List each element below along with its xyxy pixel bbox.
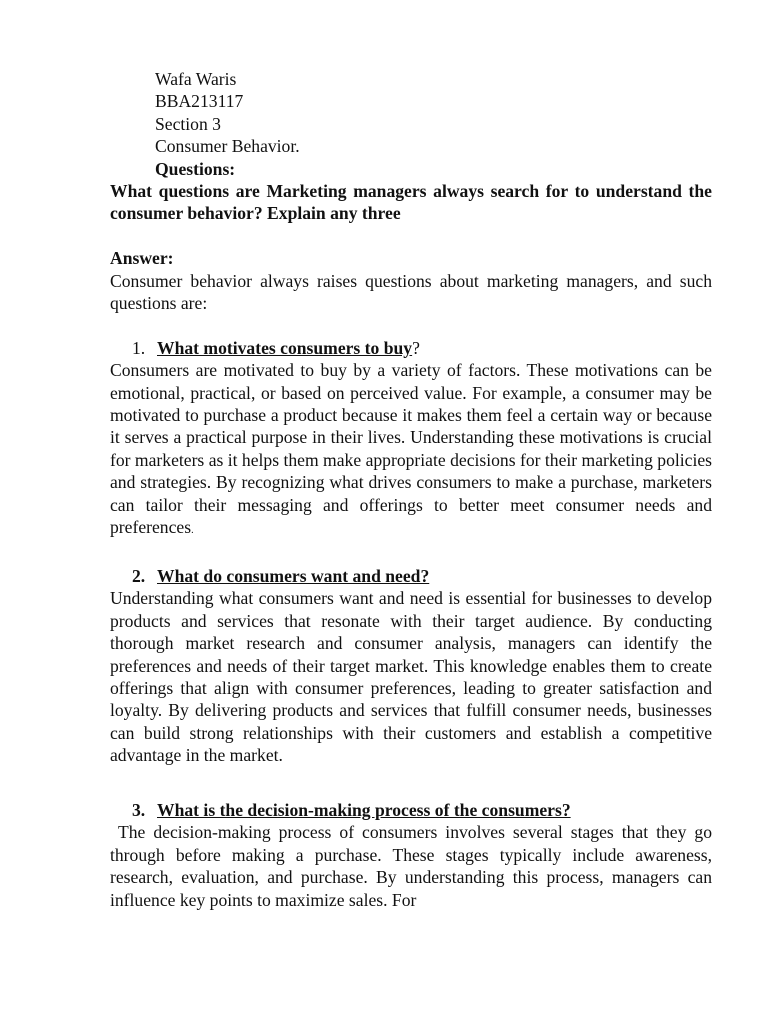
spacer — [110, 314, 712, 336]
question-1-body-end: . — [191, 525, 194, 537]
question-1-suffix: ? — [412, 337, 420, 358]
spacer — [110, 767, 712, 789]
answer-intro: Consumer behavior always raises questions about marketing managers, and such questions are: — [110, 270, 712, 314]
question-2-heading — [110, 565, 712, 587]
answer-label: Answer: — [110, 248, 174, 269]
spacer — [110, 225, 712, 247]
question-3-heading — [110, 799, 712, 821]
student-id: BBA213117 — [155, 91, 244, 112]
question-1-heading — [110, 337, 712, 359]
question-1-number: 1. — [132, 337, 146, 358]
question-1-body-text: Consumers are motivated to buy by a variety of factors. These motivations can be emotional, practical, or based on perceived value. For example, a consumer may be motivated to purchase a product because it makes them feel a certain way or because it serves a practical purpose in their lives. Understanding these motivations is crucial for marketers as it helps them make appropriate decisions for their marketing policies and strategies. By recognizing what drives consumers to make a purchase, marketers can tailor their messaging and offerings to better meet consumer needs and preferences — [110, 360, 712, 538]
question-3-body: The decision-making process of consumers involves several stages that they go through before making a purchase. These stages typically include awareness, research, evaluation, and purchase. By understanding this process, managers can influence key points to maximize sales. For — [110, 822, 717, 910]
question-prompt: What questions are Marketing managers always search for to understand the consumer behavior? Explain any three — [110, 181, 712, 224]
student-name: Wafa Waris — [155, 69, 237, 89]
question-2-title: What do consumers want and need? — [157, 565, 430, 586]
question-3-title: What is the decision-making process of the consumers? — [157, 799, 571, 820]
spacer — [110, 789, 712, 799]
questions-label: Questions: — [155, 158, 236, 179]
question-1-title: What motivates consumers to buy — [157, 337, 413, 358]
question-2-number: 2. — [132, 565, 146, 586]
spacer — [110, 543, 712, 565]
student-header — [110, 68, 712, 180]
question-3-number: 3. — [132, 799, 146, 820]
section-label: Section 3 — [155, 113, 221, 134]
question-2-body: Understanding what consumers want and need is essential for businesses to develop products and services that resonate with their target audience. By conducting thorough market research and consumer analysis, managers can identify the preferences and needs of their target market. This knowledge enables them to create offerings that align with consumer preferences, leading to greater satisfaction and loyalty. By delivering products and services that fulfill consumer needs, businesses can build strong relationships with their customers and establish a competitive advantage in the market. — [110, 588, 712, 766]
document-content — [110, 68, 717, 911]
question-1-body — [110, 359, 712, 542]
course-title: Consumer Behavior. — [155, 136, 300, 157]
